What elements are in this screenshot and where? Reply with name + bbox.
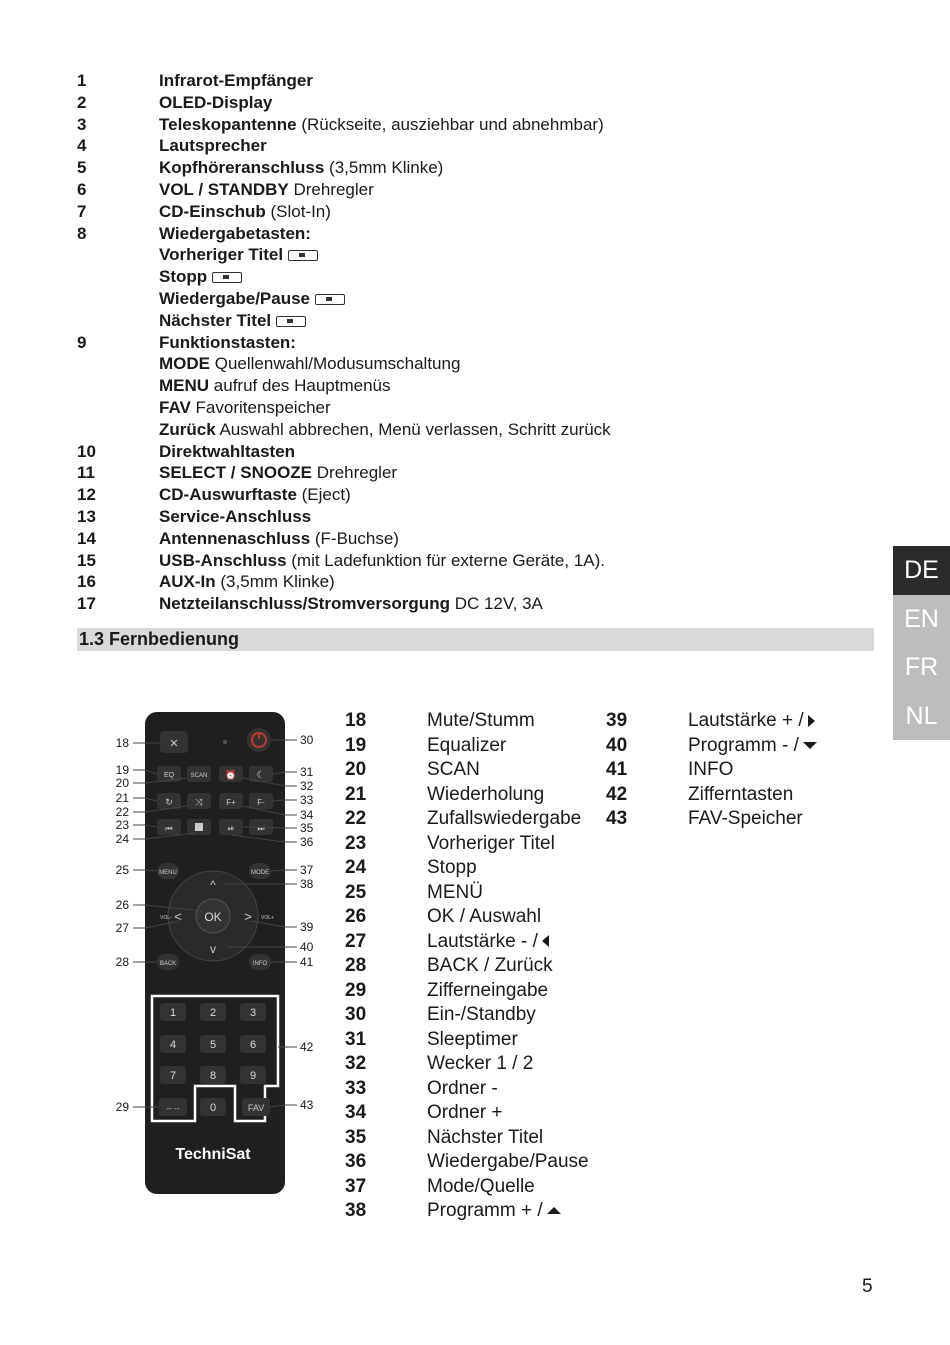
legend-number: 6 — [77, 179, 87, 199]
legend-item — [77, 135, 877, 157]
digit-label: 9 — [249, 1070, 257, 1082]
legend-bold: VOL / STANDBY — [159, 179, 289, 199]
legend-text — [159, 70, 313, 92]
remote-legend-number: 31 — [345, 1028, 367, 1050]
dash-label: -- -- — [166, 1104, 180, 1113]
remote-legend-label: Zufallswiedergabe — [427, 808, 582, 829]
arrow-down-icon — [803, 742, 817, 749]
stop-icon — [195, 823, 203, 831]
remote-legend-label: SCAN — [427, 759, 480, 780]
callout-label: 41 — [300, 955, 314, 969]
legend-bold: Service-Anschluss — [159, 506, 312, 526]
remote-legend-label: Stopp — [427, 857, 477, 878]
remote-legend-number: 32 — [345, 1053, 367, 1074]
legend-text — [159, 375, 391, 397]
legend-text — [159, 593, 543, 615]
remote-legend-number: 38 — [345, 1200, 367, 1221]
callout-label: 18 — [115, 736, 129, 750]
legend-item — [77, 506, 877, 528]
legend-text — [159, 288, 345, 310]
remote-legend-number: 39 — [606, 710, 628, 731]
ir-dot — [223, 740, 227, 744]
remote-legend-label: Equalizer — [427, 734, 507, 756]
tab-en[interactable]: EN — [893, 595, 950, 644]
legend-item — [77, 484, 877, 506]
f-minus-label: F- — [257, 798, 265, 807]
chevron-down-icon: v — [210, 942, 216, 956]
remote-legend-label: Zifferneingabe — [427, 979, 549, 1001]
legend-item — [77, 114, 877, 136]
remote-legend-text — [427, 930, 549, 955]
legend-bold: Stopp — [159, 267, 208, 287]
remote-legend-number: 37 — [345, 1175, 367, 1197]
next-track-icon — [276, 316, 306, 327]
back-label: BACK — [159, 961, 177, 967]
legend-text — [159, 571, 335, 593]
remote-legend-number: 28 — [345, 955, 367, 976]
arrow-up-icon — [547, 1207, 561, 1214]
remote-legend-label: Nächster Titel — [427, 1126, 544, 1148]
legend-number: 7 — [77, 201, 87, 221]
digit-label: 3 — [249, 1007, 257, 1019]
legend-number: 2 — [77, 92, 87, 112]
callout-label: 40 — [300, 940, 314, 954]
play-pause-icon: ⏯ — [227, 824, 235, 833]
remote-legend-label: Sleeptimer — [427, 1028, 518, 1050]
legend-number: 10 — [77, 441, 96, 461]
prev-icon: ⏮ — [165, 824, 173, 833]
page-number: 5 — [862, 1276, 873, 1297]
legend-text — [159, 506, 311, 528]
legend-number: 13 — [77, 506, 96, 526]
callout-label: 38 — [300, 877, 314, 891]
legend-bold: Nächster Titel — [159, 310, 272, 330]
remote-legend-text — [688, 734, 817, 759]
remote-legend-label: Wiederholung — [427, 783, 545, 805]
legend-text — [159, 92, 272, 114]
remote-legend-text — [427, 1175, 535, 1200]
remote-legend-text — [427, 1028, 518, 1053]
callout-label: 37 — [300, 863, 314, 877]
vol-plus-label: VOL+ — [261, 915, 274, 921]
callout-label: 33 — [300, 793, 314, 807]
legend-number: 8 — [77, 223, 87, 243]
language-tabs — [893, 546, 950, 740]
remote-legend-label: Ordner - — [427, 1077, 498, 1099]
remote-legend-text — [427, 709, 535, 734]
tab-fr[interactable]: FR — [893, 643, 950, 692]
next-icon: ⏭ — [257, 824, 265, 833]
section-title: 1.3 Fernbedienung — [79, 629, 240, 649]
remote-legend-number: 25 — [345, 881, 367, 903]
remote-legend-text — [427, 783, 544, 808]
repeat-icon: ↻ — [165, 797, 173, 807]
legend-bold: Direktwahltasten — [159, 441, 296, 461]
remote-legend-number: 42 — [606, 783, 628, 805]
remote-legend-label: INFO — [688, 759, 734, 780]
callout-label: 21 — [115, 791, 129, 805]
legend-bold: OLED-Display — [159, 92, 273, 112]
legend-text — [159, 201, 331, 223]
legend-text — [159, 419, 611, 441]
remote-legend-label: Lautstärke + / — [688, 710, 804, 731]
remote-legend-label: Ordner + — [427, 1102, 503, 1123]
legend-detail: (Rückseite, ausziehbar und abnehmbar) — [296, 114, 604, 134]
remote-legend-label: OK / Auswahl — [427, 906, 542, 927]
remote-legend-number: 27 — [345, 930, 367, 952]
legend-detail: (mit Ladefunktion für externe Geräte, 1A). — [286, 550, 605, 570]
legend-text — [159, 397, 331, 419]
legend-detail: Favoritenspeicher — [190, 397, 331, 417]
remote-legend-text — [427, 954, 553, 979]
remote-legend-text — [427, 905, 541, 930]
legend-item — [77, 288, 877, 310]
legend-item — [77, 375, 877, 397]
legend-text — [159, 353, 460, 375]
legend-bold: Netzteilanschluss/Stromversorgung — [159, 594, 450, 614]
remote-legend-text — [427, 1150, 589, 1175]
legend-bold: FAV — [159, 397, 191, 417]
stop-icon — [212, 272, 242, 283]
callout-label: 34 — [300, 808, 314, 822]
legend-bold: MODE — [159, 354, 210, 374]
legend-detail: DC 12V, 3A — [449, 594, 543, 614]
legend-text — [159, 266, 242, 288]
legend-text — [159, 244, 318, 266]
legend-text — [159, 484, 351, 506]
tab-de[interactable]: DE — [893, 546, 950, 595]
legend-item — [77, 157, 877, 179]
callout-label: 35 — [300, 821, 314, 835]
digit-label: 5 — [209, 1039, 217, 1051]
callout-label: 42 — [300, 1040, 314, 1054]
remote-legend-label: FAV-Speicher — [688, 808, 803, 829]
legend-detail: Quellenwahl/Modusumschaltung — [210, 354, 461, 374]
tab-nl[interactable]: NL — [893, 692, 950, 741]
legend-item — [77, 462, 877, 484]
callout-label: 27 — [115, 921, 129, 935]
legend-number: 16 — [77, 572, 96, 592]
callout-label: 20 — [115, 776, 129, 790]
remote-legend-label: Mute/Stumm — [427, 710, 535, 731]
remote-control-diagram — [105, 706, 325, 1201]
legend-text — [159, 441, 295, 463]
remote-legend-number: 24 — [345, 857, 367, 878]
legend-text — [159, 223, 311, 245]
remote-legend-text — [427, 758, 480, 783]
remote-legend-text — [688, 807, 803, 832]
callout-label: 23 — [115, 818, 129, 832]
scan-label: SCAN — [190, 773, 208, 779]
remote-legend-number: 41 — [606, 759, 628, 780]
remote-legend-number: 20 — [345, 759, 367, 780]
callout-label: 39 — [300, 920, 314, 934]
remote-legend-label: MENÜ — [427, 881, 483, 903]
legend-item — [77, 419, 877, 441]
legend-text — [159, 550, 605, 572]
remote-legend-text — [427, 807, 581, 832]
remote-legend-text — [427, 1101, 503, 1126]
arrow-left-icon — [542, 935, 549, 947]
remote-legend-number: 23 — [345, 832, 367, 854]
legend-item — [77, 550, 877, 572]
remote-legend-text — [688, 709, 815, 734]
legend-text — [159, 528, 399, 550]
mode-label: MODE — [251, 870, 269, 876]
remote-legend-number: 36 — [345, 1151, 367, 1172]
legend-text — [159, 135, 267, 157]
digit-label: 8 — [209, 1070, 217, 1082]
digit-label: 4 — [169, 1039, 177, 1051]
legend-item — [77, 70, 877, 92]
legend-detail: (Eject) — [296, 485, 351, 505]
remote-legend-text — [427, 881, 483, 906]
legend-item — [77, 332, 877, 354]
power-button — [247, 728, 271, 752]
legend-bold: CD-Einschub — [159, 201, 266, 221]
legend-text — [159, 332, 296, 354]
remote-legend-text — [427, 979, 548, 1004]
legend-bold: Wiedergabetasten: — [159, 223, 311, 243]
legend-item — [77, 266, 877, 288]
prev-track-icon — [288, 250, 318, 261]
play-pause-icon — [315, 294, 345, 305]
legend-bold: Lautsprecher — [159, 136, 267, 156]
legend-detail: (F-Buchse) — [310, 528, 399, 548]
remote-legend-label: Zifferntasten — [688, 783, 794, 805]
digit-label: 7 — [169, 1070, 177, 1082]
legend-text — [159, 462, 397, 484]
legend-text — [159, 114, 604, 136]
legend-number: 4 — [77, 136, 87, 156]
legend-bold: AUX-In — [159, 572, 216, 592]
section-header — [77, 628, 874, 651]
legend-bold: Antennenaschluss — [159, 528, 311, 548]
remote-legend-number: 26 — [345, 906, 367, 927]
remote-legend-text — [427, 1003, 536, 1028]
remote-legend-number: 19 — [345, 734, 367, 756]
digit-label: 1 — [169, 1007, 177, 1019]
legend-text — [159, 179, 374, 201]
legend-item — [77, 353, 877, 375]
legend-detail: (3,5mm Klinke) — [324, 158, 444, 178]
legend-bold: Kopfhöreranschluss — [159, 158, 325, 178]
legend-text — [159, 157, 443, 179]
remote-legend-label: Wiedergabe/Pause — [427, 1151, 589, 1172]
legend-bold: Zurück — [159, 419, 216, 439]
callout-label: 24 — [115, 832, 129, 846]
legend-bold: USB-Anschluss — [159, 550, 287, 570]
legend-item — [77, 593, 877, 615]
legend-detail: aufruf des Hauptmenüs — [209, 376, 391, 396]
remote-legend-label: Ein-/Standby — [427, 1004, 536, 1025]
legend-bold: Teleskopantenne — [159, 114, 297, 134]
legend-detail: Drehregler — [312, 463, 398, 483]
remote-legend-number: 21 — [345, 783, 367, 805]
remote-legend-label: Lautstärke - / — [427, 930, 538, 952]
legend-number: 1 — [77, 71, 87, 90]
legend-item — [77, 92, 877, 114]
legend-number: 9 — [77, 332, 87, 352]
callout-label: 19 — [115, 763, 129, 777]
callout-label: 43 — [300, 1098, 314, 1112]
legend-bold: Wiedergabe/Pause — [159, 288, 311, 308]
legend-item — [77, 441, 877, 463]
f-plus-label: F+ — [226, 798, 236, 807]
callout-label: 29 — [115, 1100, 129, 1114]
fav-label: FAV — [247, 1103, 265, 1113]
legend-number: 12 — [77, 485, 96, 505]
legend-detail: (Slot-In) — [265, 201, 331, 221]
legend-number: 17 — [77, 594, 96, 614]
legend-item — [77, 179, 877, 201]
remote-legend-number: 43 — [606, 808, 628, 829]
legend-bold: SELECT / SNOOZE — [159, 463, 313, 483]
menu-label: MENU — [159, 870, 177, 876]
legend-bold: MENU — [159, 376, 210, 396]
legend-item — [77, 571, 877, 593]
remote-legend-text — [427, 1052, 533, 1077]
legend-number: 3 — [77, 114, 87, 134]
remote-legend-label: Vorheriger Titel — [427, 832, 555, 854]
legend-bold: Vorheriger Titel — [159, 245, 284, 265]
remote-legend-label: Programm - / — [688, 734, 799, 756]
remote-legend-text — [427, 1126, 543, 1151]
alarm-icon: ⏰ — [225, 770, 237, 780]
legend-item — [77, 528, 877, 550]
remote-legend-number: 35 — [345, 1126, 367, 1148]
chevron-right-icon: > — [244, 909, 252, 924]
device-parts-legend — [77, 70, 877, 615]
remote-legend-text — [688, 783, 793, 808]
legend-item — [77, 201, 877, 223]
remote-legend-number: 29 — [345, 979, 367, 1001]
legend-number: 11 — [77, 463, 95, 483]
legend-bold: CD-Auswurftaste — [159, 485, 297, 505]
digit-label: 2 — [209, 1007, 217, 1019]
remote-legend-number: 34 — [345, 1102, 367, 1123]
remote-legend-number: 22 — [345, 808, 367, 829]
eq-label: EQ — [163, 772, 175, 779]
callout-label: 32 — [300, 779, 314, 793]
remote-legend-number: 33 — [345, 1077, 367, 1099]
digit-label: 0 — [209, 1102, 217, 1114]
callout-label: 26 — [115, 898, 129, 912]
shuffle-icon: ⤨ — [195, 797, 203, 807]
callout-label: 31 — [300, 765, 314, 779]
remote-legend-text — [688, 758, 733, 783]
legend-item — [77, 310, 877, 332]
callout-label: 22 — [115, 805, 129, 819]
legend-bold: Funktionstasten: — [159, 332, 296, 352]
remote-legend-number: 30 — [345, 1004, 367, 1025]
legend-text — [159, 310, 306, 332]
remote-legend-text — [427, 1077, 498, 1102]
callout-label: 28 — [115, 955, 129, 969]
remote-legend-text — [427, 832, 555, 857]
legend-detail: Drehregler — [288, 179, 374, 199]
info-label: INFO — [252, 961, 268, 967]
remote-legend-text — [427, 734, 506, 759]
callout-label: 30 — [300, 733, 314, 747]
remote-legend-text — [427, 1199, 561, 1224]
legend-bold: Infrarot-Empfänger — [159, 71, 313, 90]
legend-detail: (3,5mm Klinke) — [215, 572, 335, 592]
callout-label: 25 — [115, 863, 129, 877]
legend-item — [77, 397, 877, 419]
legend-number: 15 — [77, 550, 96, 570]
remote-legend-label: BACK / Zurück — [427, 955, 553, 976]
vol-minus-label: VOL- — [160, 915, 172, 921]
legend-item — [77, 223, 877, 245]
ok-label: OK — [204, 910, 222, 924]
remote-legend-label: Wecker 1 / 2 — [427, 1053, 534, 1074]
chevron-up-icon: ^ — [210, 878, 216, 892]
legend-detail: Auswahl abbrechen, Menü verlassen, Schritt zurück — [215, 419, 611, 439]
chevron-left-icon: < — [174, 909, 182, 924]
legend-number: 14 — [77, 528, 96, 548]
legend-number: 5 — [77, 158, 87, 178]
remote-legend-label: Mode/Quelle — [427, 1175, 535, 1197]
arrow-right-icon — [808, 715, 815, 727]
remote-legend-label: Programm + / — [427, 1200, 543, 1221]
remote-legend-text — [427, 856, 477, 881]
mute-icon: ✕ — [169, 738, 179, 750]
remote-legend-number: 18 — [345, 710, 367, 731]
callout-label: 36 — [300, 835, 314, 849]
moon-icon: ☾ — [256, 770, 266, 781]
digit-label: 6 — [249, 1039, 257, 1051]
legend-item — [77, 244, 877, 266]
brand-logo: TechniSat — [175, 1146, 251, 1163]
remote-legend-number: 40 — [606, 734, 628, 756]
